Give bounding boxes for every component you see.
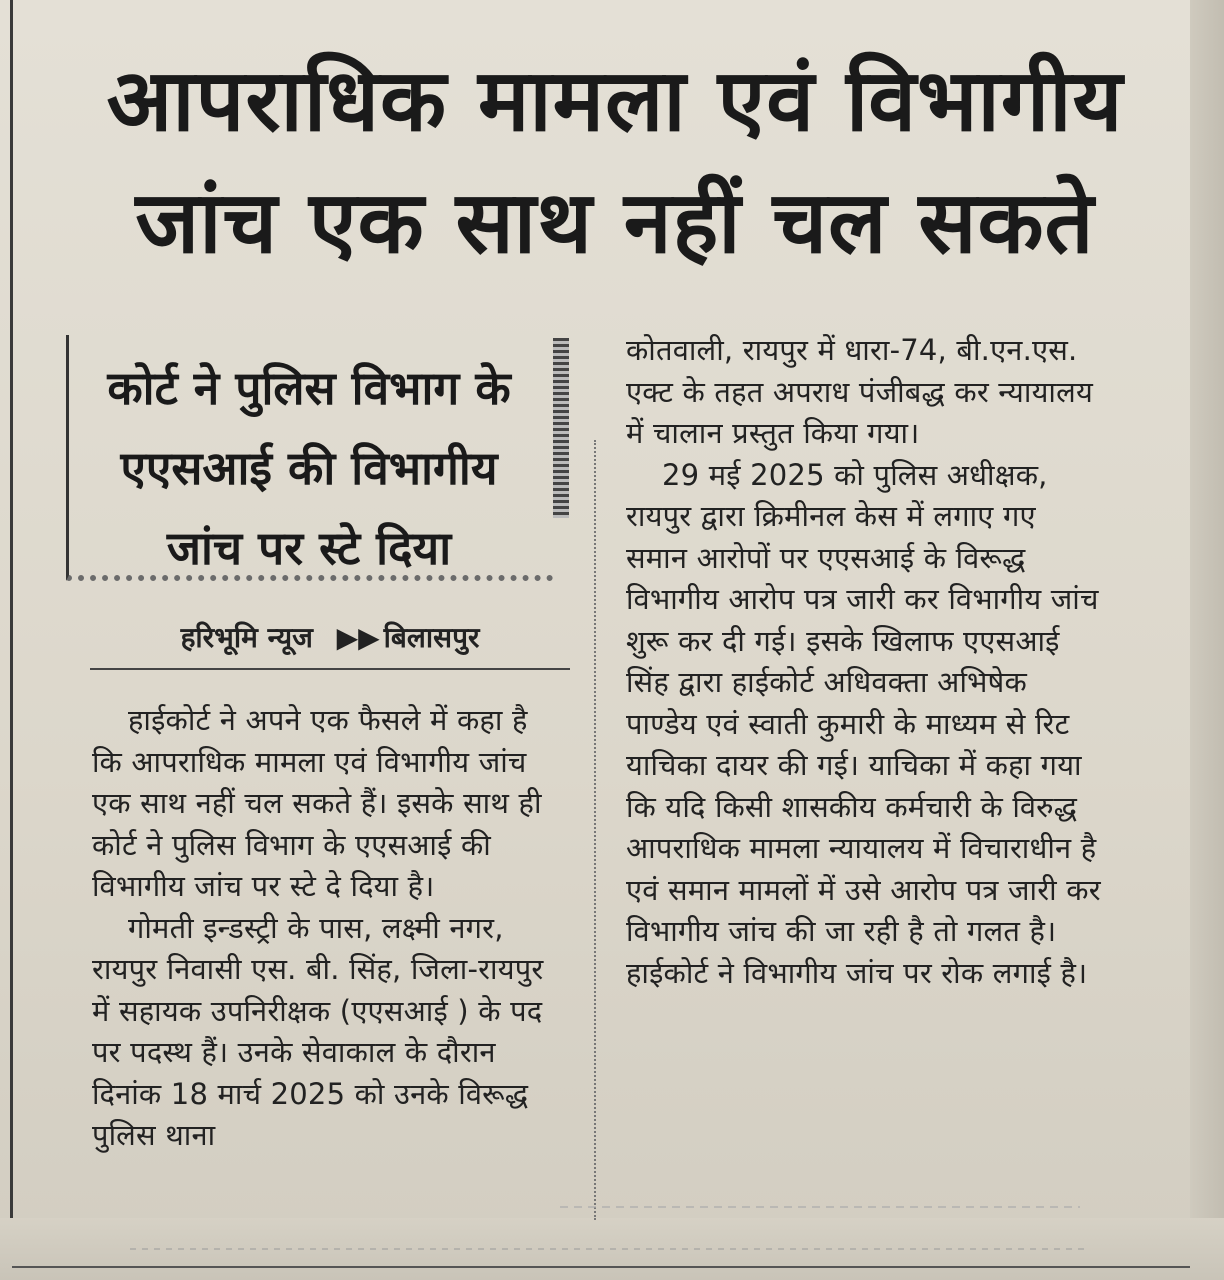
right-paragraph-1: कोतवाली, रायपुर में धारा-74, बी.एन.एस. एक्ट के तहत अपराध पंजीबद्ध कर न्यायालय में चालान प्रस्तुत किया गया। [626, 333, 1093, 450]
bleed-through-text [560, 1206, 1080, 1208]
bleed-through-text-2 [130, 1248, 1090, 1250]
byline [90, 618, 570, 656]
headline-line-2: जांच एक साथ नहीं चल सकते [135, 173, 1095, 273]
byline-arrow-icon: ▶▶ [336, 621, 380, 654]
headline-line-1: आपराधिक मामला एवं विभागीय [106, 51, 1124, 151]
subheadline-line-3: जांच पर स्टे दिया [166, 521, 452, 575]
bottom-divider [12, 1266, 1190, 1268]
left-border-rule [10, 0, 13, 1280]
subheadline-accent-bar [553, 338, 569, 518]
subheadline [74, 348, 544, 588]
byline-source: हरिभूमि न्यूज [180, 621, 313, 654]
adjacent-page-edge [1190, 0, 1224, 1280]
right-paragraph-2: 29 मई 2025 को पुलिस अधीक्षक, रायपुर द्वारा क्रिमीनल केस में लगाए गए समान आरोपों पर एएसआई के विरूद्ध विभागीय आरोप पत्र जारी कर विभागीय जांच शुरू कर दी गई। इसके खिलाफ एएसआई सिंह द्वारा हाईकोर्ट अधिवक्ता अभिषेक पाण्डेय एवं स्वाती कुमारी के माध्यम से रिट याचिका दायर की गई। याचिका में कहा गया कि यदि किसी शासकीय कर्मचारी के विरुद्ध आपराधिक मामला न्यायालय में विचाराधीन है एवं समान मामलों में उसे आरोप पत्र जारी कर विभागीय जांच की जा रही है तो गलत है। हाईकोर्ट ने विभागीय जांच पर रोक लगाई है। [626, 457, 1101, 990]
subheadline-line-2: एएसआई की विभागीय [120, 441, 498, 495]
article-column-right [626, 330, 1106, 994]
left-paragraph-2: गोमती इन्डस्ट्री के पास, लक्ष्मी नगर, रायपुर निवासी एस. बी. सिंह, जिला-रायपुर में सहायक उपनिरीक्षक (एएसआई ) के पद पर पदस्थ हैं। उनके सेवाकाल के दौरान दिनांक 18 मार्च 2025 को उनके विरूद्ध पुलिस थाना [92, 910, 544, 1152]
column-divider [594, 440, 596, 1220]
left-paragraph-1: हाईकोर्ट ने अपने एक फैसले में कहा है कि आपराधिक मामला एवं विभागीय जांच एक साथ नहीं चल सकते हैं। इसके साथ ही कोर्ट ने पुलिस विभाग के एएसआई की विभागीय जांच पर स्टे दे दिया है। [92, 703, 542, 903]
article-column-left [92, 700, 552, 1157]
headline [40, 40, 1190, 284]
subheadline-line-1: कोर्ट ने पुलिस विभाग के [107, 361, 511, 415]
byline-rule [90, 668, 570, 670]
byline-location: बिलासपुर [383, 621, 480, 654]
